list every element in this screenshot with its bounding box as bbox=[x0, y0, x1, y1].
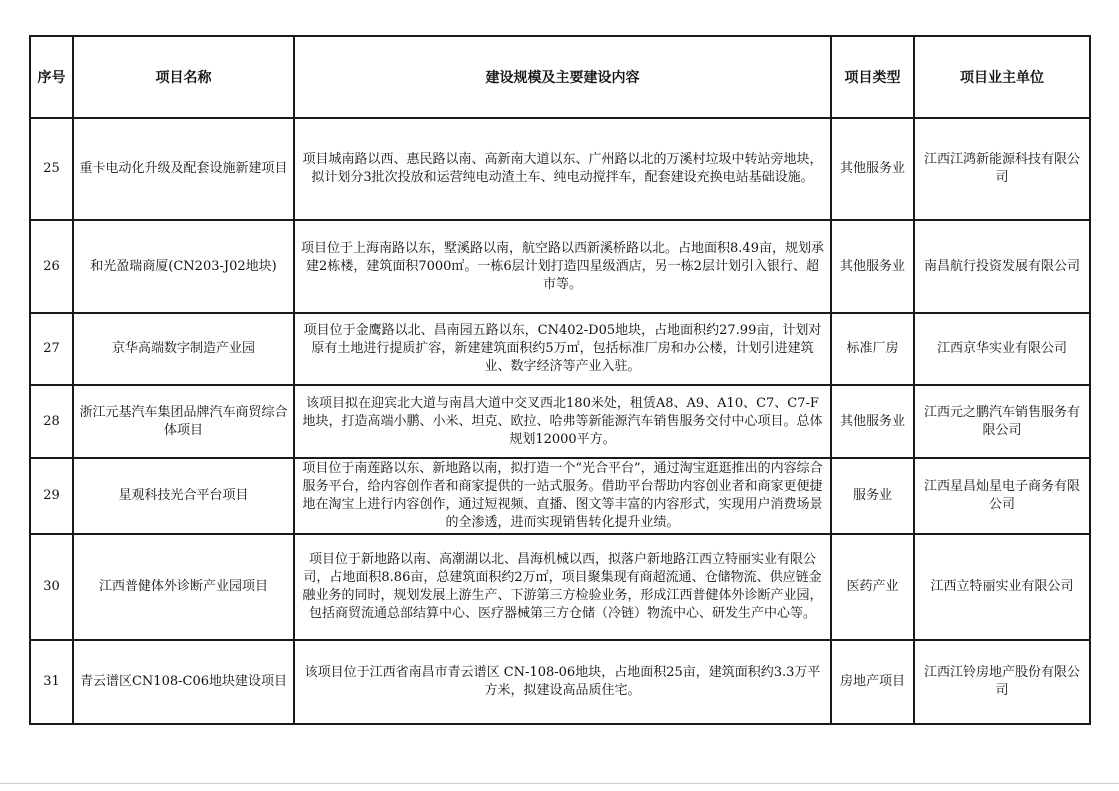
cell-owner: 江西江鸿新能源科技有限公司 bbox=[914, 118, 1090, 220]
header-type: 项目类型 bbox=[831, 36, 914, 118]
cell-project-name: 京华高端数字制造产业园 bbox=[73, 313, 294, 385]
cell-project-type: 其他服务业 bbox=[831, 118, 914, 220]
cell-project-name: 青云谱区CN108-C06地块建设项目 bbox=[73, 640, 294, 724]
cell-project-type: 房地产项目 bbox=[831, 640, 914, 724]
cell-no: 26 bbox=[30, 220, 73, 313]
table-row bbox=[30, 640, 1090, 724]
cell-content: 项目位于上海南路以东，墅溪路以南，航空路以西新溪桥路以北。占地面积8.49亩，规划承建2栋楼，建筑面积7000㎡。一栋6层计划打造四星级酒店，另一栋2层计划引入银行、超市等。 bbox=[294, 220, 831, 313]
cell-content: 该项目拟在迎宾北大道与南昌大道中交叉西北180米处，租赁A8、A9、A10、C7、C7-F地块，打造高端小鹏、小米、坦克、欧拉、哈弗等新能源汽车销售服务交付中心项目。总体规划12000平方。 bbox=[294, 385, 831, 458]
table-row bbox=[30, 220, 1090, 313]
cell-project-type: 服务业 bbox=[831, 458, 914, 534]
cell-no: 30 bbox=[30, 534, 73, 640]
header-no: 序号 bbox=[30, 36, 73, 118]
cell-owner: 江西立特丽实业有限公司 bbox=[914, 534, 1090, 640]
cell-owner: 江西星昌灿星电子商务有限公司 bbox=[914, 458, 1090, 534]
cell-project-name: 星观科技光合平台项目 bbox=[73, 458, 294, 534]
table-header-row bbox=[30, 36, 1090, 118]
cell-owner: 江西江铃房地产股份有限公司 bbox=[914, 640, 1090, 724]
header-owner: 项目业主单位 bbox=[914, 36, 1090, 118]
cell-content: 该项目位于江西省南昌市青云谱区 CN-108-06地块，占地面积25亩，建筑面积约3.3万平方米，拟建设高品质住宅。 bbox=[294, 640, 831, 724]
cell-project-name: 江西普健体外诊断产业园项目 bbox=[73, 534, 294, 640]
cell-no: 27 bbox=[30, 313, 73, 385]
header-name: 项目名称 bbox=[73, 36, 294, 118]
page-bottom-divider bbox=[0, 783, 1119, 784]
table-row bbox=[30, 118, 1090, 220]
table-row bbox=[30, 385, 1090, 458]
cell-no: 31 bbox=[30, 640, 73, 724]
cell-no: 25 bbox=[30, 118, 73, 220]
cell-no: 29 bbox=[30, 458, 73, 534]
cell-project-type: 医药产业 bbox=[831, 534, 914, 640]
cell-content: 项目位于南莲路以东、新地路以南，拟打造一个“光合平台”，通过淘宝逛逛推出的内容综合服务平台，给内容创作者和商家提供的一站式服务。借助平台帮助内容创业者和商家更便捷地在淘宝上进行内容创作，通过短视频、直播、图文等丰富的内容形式，实现用户消费场景的全渗透，进而实现销售转化提升业绩。 bbox=[294, 458, 831, 534]
table-row bbox=[30, 313, 1090, 385]
cell-no: 28 bbox=[30, 385, 73, 458]
cell-content: 项目位于金鹰路以北、昌南园五路以东，CN402-D05地块，占地面积约27.99亩，计划对原有土地进行提质扩容，新建建筑面积约5万㎡，包括标准厂房和办公楼，计划引进建筑业、数字经济等产业入驻。 bbox=[294, 313, 831, 385]
table-row bbox=[30, 534, 1090, 640]
cell-project-type: 其他服务业 bbox=[831, 385, 914, 458]
table-row bbox=[30, 458, 1090, 534]
cell-owner: 江西京华实业有限公司 bbox=[914, 313, 1090, 385]
cell-project-type: 标准厂房 bbox=[831, 313, 914, 385]
cell-owner: 南昌航行投资发展有限公司 bbox=[914, 220, 1090, 313]
projects-table bbox=[29, 35, 1091, 725]
cell-owner: 江西元之鹏汽车销售服务有限公司 bbox=[914, 385, 1090, 458]
cell-project-type: 其他服务业 bbox=[831, 220, 914, 313]
cell-content: 项目位于新地路以南、高潮湖以北、昌海机械以西，拟落户新地路江西立特丽实业有限公司，占地面积8.86亩，总建筑面积约2万㎡，项目聚集现有商超流通、仓储物流、供应链金融业务的同时，规划发展上游生产、下游第三方检验业务，形成江西普健体外诊断产业园，包括商贸流通总部结算中心、医疗器械第三方仓储（冷链）物流中心、研发生产中心等。 bbox=[294, 534, 831, 640]
cell-project-name: 浙江元基汽车集团品牌汽车商贸综合体项目 bbox=[73, 385, 294, 458]
cell-project-name: 重卡电动化升级及配套设施新建项目 bbox=[73, 118, 294, 220]
header-content: 建设规模及主要建设内容 bbox=[294, 36, 831, 118]
cell-content: 项目城南路以西、惠民路以南、高新南大道以东、广州路以北的万溪村垃圾中转站旁地块，拟计划分3批次投放和运营纯电动渣土车、纯电动搅拌车，配套建设充换电站基础设施。 bbox=[294, 118, 831, 220]
cell-project-name: 和光盈瑞商厦(CN203-J02地块) bbox=[73, 220, 294, 313]
